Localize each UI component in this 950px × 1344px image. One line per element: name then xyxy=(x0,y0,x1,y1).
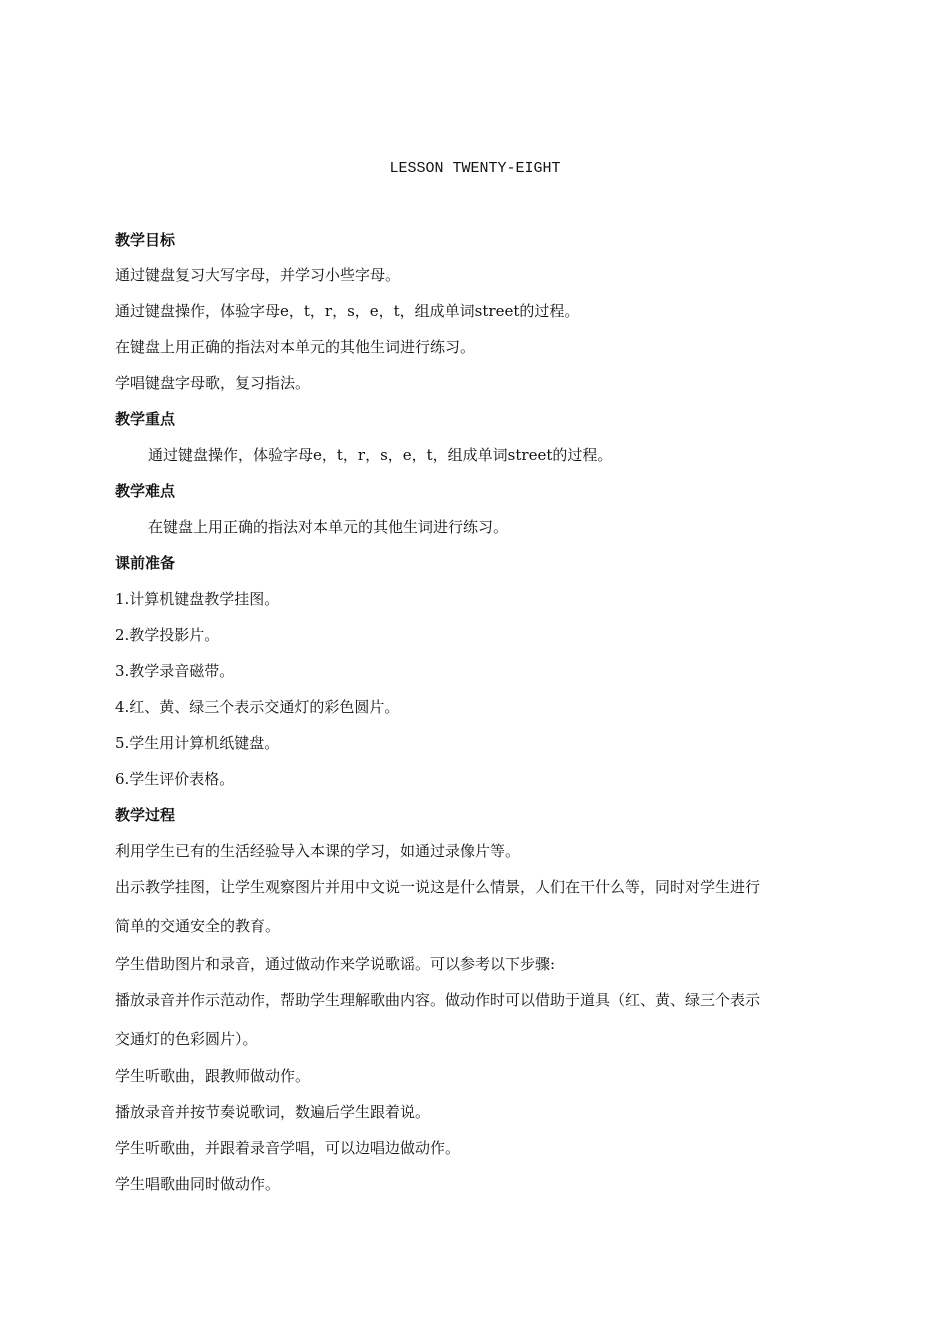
process-line: 播放录音并按节奏说歌词，数遍后学生跟着说。 xyxy=(115,1103,431,1121)
preparation-item: 2.教学投影片。 xyxy=(115,626,220,644)
preparation-item: 5.学生用计算机纸键盘。 xyxy=(115,734,280,752)
preparation-item: 3.教学录音磁带。 xyxy=(115,662,235,680)
heading-difficulties: 教学难点 xyxy=(115,482,176,500)
preparation-item: 1.计算机键盘教学挂图。 xyxy=(115,590,280,608)
process-line: 学生听歌曲，跟教师做动作。 xyxy=(115,1067,311,1085)
process-line: 出示教学挂图，让学生观察图片并用中文说一说这是什么情景，人们在干什么等，同时对学生进行 xyxy=(115,878,761,896)
preparation-item: 6.学生评价表格。 xyxy=(115,770,235,788)
objective-line: 学唱键盘字母歌，复习指法。 xyxy=(115,374,311,392)
heading-objectives: 教学目标 xyxy=(115,231,176,249)
process-line: 利用学生已有的生活经验导入本课的学习，如通过录像片等。 xyxy=(115,842,521,860)
process-line: 简单的交通安全的教育。 xyxy=(115,917,281,935)
heading-process: 教学过程 xyxy=(115,806,176,824)
process-line: 学生唱歌曲同时做动作。 xyxy=(115,1175,281,1193)
heading-key-points: 教学重点 xyxy=(115,410,176,428)
process-line: 学生借助图片和录音，通过做动作来学说歌谣。可以参考以下步骤: xyxy=(115,955,556,973)
document-title: LESSON TWENTY-EIGHT xyxy=(389,160,561,177)
objective-line: 通过键盘复习大写字母，并学习小些字母。 xyxy=(115,266,401,284)
process-line: 播放录音并作示范动作，帮助学生理解歌曲内容。做动作时可以借助于道具（红、黄、绿三个表示 xyxy=(115,991,761,1009)
key-points-text: 通过键盘操作，体验字母e，t，r，s，e，t，组成单词street的过程。 xyxy=(148,446,613,464)
objective-line: 在键盘上用正确的指法对本单元的其他生词进行练习。 xyxy=(115,338,476,356)
difficulties-text: 在键盘上用正确的指法对本单元的其他生词进行练习。 xyxy=(148,518,509,536)
preparation-item: 4.红、黄、绿三个表示交通灯的彩色圆片。 xyxy=(115,698,400,716)
process-line: 学生听歌曲，并跟着录音学唱，可以边唱边做动作。 xyxy=(115,1139,461,1157)
objective-line: 通过键盘操作，体验字母e，t，r，s，e，t，组成单词street的过程。 xyxy=(115,302,580,320)
process-line: 交通灯的色彩圆片）。 xyxy=(115,1030,258,1048)
heading-preparation: 课前准备 xyxy=(115,554,176,572)
